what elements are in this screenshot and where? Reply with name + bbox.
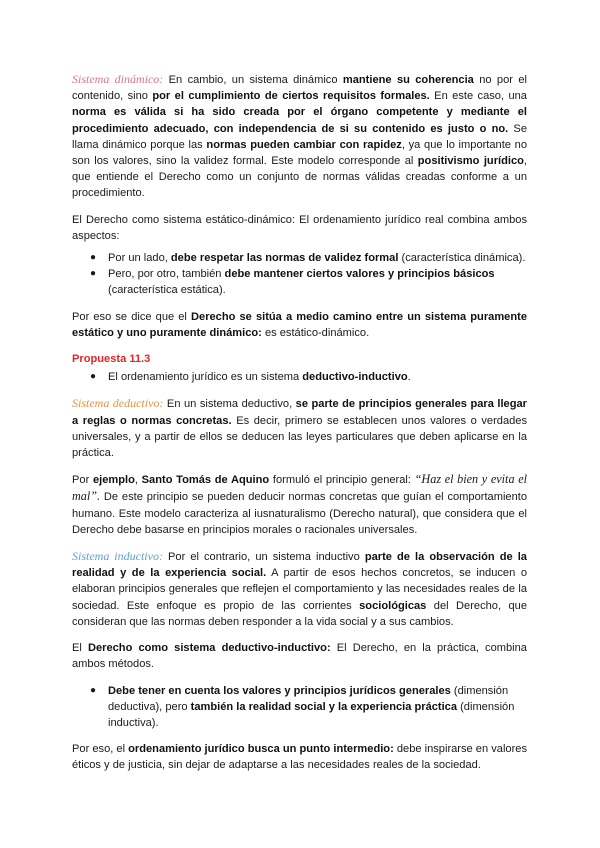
text: Por un lado, [108, 252, 171, 265]
bold-text: Debe tener en cuenta los valores y principios jurídicos generales [108, 684, 451, 697]
bold-text: Santo Tomás de Aquino [141, 474, 270, 487]
term-sistema-deductivo: Sistema deductivo: [72, 396, 164, 411]
bullet-icon: ● [90, 371, 97, 383]
term-sistema-dinamico: Sistema dinámico: [72, 72, 164, 86]
bold-text: se parte de principios generales para llegar a reglas o normas concretas. [72, 398, 527, 427]
bullet-icon: ● [90, 684, 97, 696]
paragraph-sistema-inductivo [72, 548, 527, 630]
list-item [72, 683, 527, 732]
text: (característica dinámica). [398, 252, 526, 265]
bold-text: parte de la observación de la realidad y de la experiencia social. [72, 551, 527, 580]
text: , que entiende el Derecho como un conjunto de normas válidas creadas conforme a un procedimiento. [72, 155, 527, 200]
list-item [72, 250, 527, 266]
bold-text: Derecho como sistema deductivo-inductivo: [87, 642, 331, 655]
paragraph-sistema-dinamico [72, 71, 527, 202]
text: no por el contenido, sino [72, 74, 527, 103]
text: El ordenamiento jurídico es un sistema [108, 371, 303, 384]
text: Pero, por otro, también [108, 268, 225, 281]
bold-text: sociológicas [359, 599, 427, 612]
text: (dimensión inductiva). [108, 700, 515, 729]
bold-text: también la realidad social y la experiencia práctica [190, 700, 458, 713]
bold-text: debe mantener ciertos valores y principios básicos [224, 268, 495, 281]
text: En cambio, un sistema dinámico [163, 74, 343, 86]
text: Por eso, el [72, 743, 129, 756]
text: formuló el principio general: [269, 474, 415, 487]
paragraph-sistema-deductivo [72, 395, 527, 461]
text: Es decir, primero se establecen unos valores o verdades universales, y a partir de ellos se deducen las leyes particulares que deben aplicarse en la práctica. [72, 414, 528, 460]
list-item [72, 369, 527, 385]
text: Por eso se dice que el [72, 310, 192, 323]
text: En este caso, una [429, 90, 527, 103]
text: Por el contrario, un sistema inductivo [162, 551, 365, 564]
bold-text: norma es válida si ha sido creada por el órgano competente y mediante el procedimiento adecuado, con independencia de si su contenido es justo o no. [72, 106, 527, 135]
bold-text: normas pueden cambiar con rapidez [206, 138, 402, 151]
text: es estático-dinámico. [261, 326, 370, 339]
list-proposal [72, 369, 527, 385]
quote-text: “Haz el bien y evita el mal”. [72, 472, 527, 504]
text: , [134, 474, 142, 487]
bold-text: debe respetar las normas de validez formal [170, 252, 399, 265]
bold-text: Derecho se sitúa a medio camino entre un sistema puramente estático y uno puramente dinámico: [72, 310, 527, 339]
paragraph-punto-intermedio [72, 741, 527, 773]
paragraph-estatico-dinamico: El Derecho como sistema estático-dinámico: El ordenamiento jurídico real combina ambos aspectos: [72, 213, 527, 242]
list-metodos [72, 683, 527, 732]
paragraph-ejemplo [72, 471, 527, 538]
bold-text: mantiene su coherencia [342, 74, 474, 86]
bold-text: ejemplo [92, 474, 135, 487]
text: El Derecho, en la práctica, combina ambos métodos. [72, 642, 527, 671]
bold-text: ordenamiento jurídico busca un punto intermedio: [128, 743, 394, 756]
text: , ya que lo importante no son los valores, sino la validez formal. Este modelo corresponde al [72, 138, 528, 168]
text: El [72, 642, 88, 655]
text: debe inspirarse en valores éticos y de justicia, sin dejar de adaptarse a las necesidades reales de la sociedad. [72, 743, 527, 772]
text: Se llama dinámico porque las [72, 122, 527, 151]
paragraph-medio-camino [72, 309, 527, 341]
text: En un sistema deductivo, [163, 398, 296, 411]
text: A partir de esos hechos concretos, se inducen o elaboran principios generales que reflejen el comportamiento y las necesidades reales de la sociedad. Este enfoque es propio de las corrientes [72, 567, 527, 612]
bold-text: deductivo-inductivo [302, 371, 408, 384]
bold-text: positivismo jurídico [417, 155, 524, 168]
bullet-icon: ● [90, 268, 97, 280]
text: del Derecho, que consideran que las normas deben responder a la vida social y a sus cambios. [72, 599, 528, 628]
text: (dimensión deductiva), pero [108, 684, 509, 713]
text: Por [72, 474, 93, 487]
text: De este principio se pueden deducir normas concretas que guían el comportamiento humano. Este modelo caracteriza al iusnaturalismo (Derecho natural), que considera que el Derecho debe basarse en principios morales o racionales universales. [72, 491, 527, 536]
term-sistema-inductivo: Sistema inductivo: [72, 549, 163, 564]
proposal-heading: Propuesta 11.3 [72, 353, 151, 366]
list-item [72, 266, 527, 298]
text: (característica estática). [108, 284, 226, 297]
document-page [72, 71, 527, 774]
list-aspectos [72, 250, 527, 299]
paragraph-deductivo-inductivo [72, 640, 527, 672]
bold-text: por el cumplimiento de ciertos requisitos formales. [152, 90, 430, 103]
text: . [407, 371, 411, 384]
bullet-icon: ● [90, 252, 97, 264]
